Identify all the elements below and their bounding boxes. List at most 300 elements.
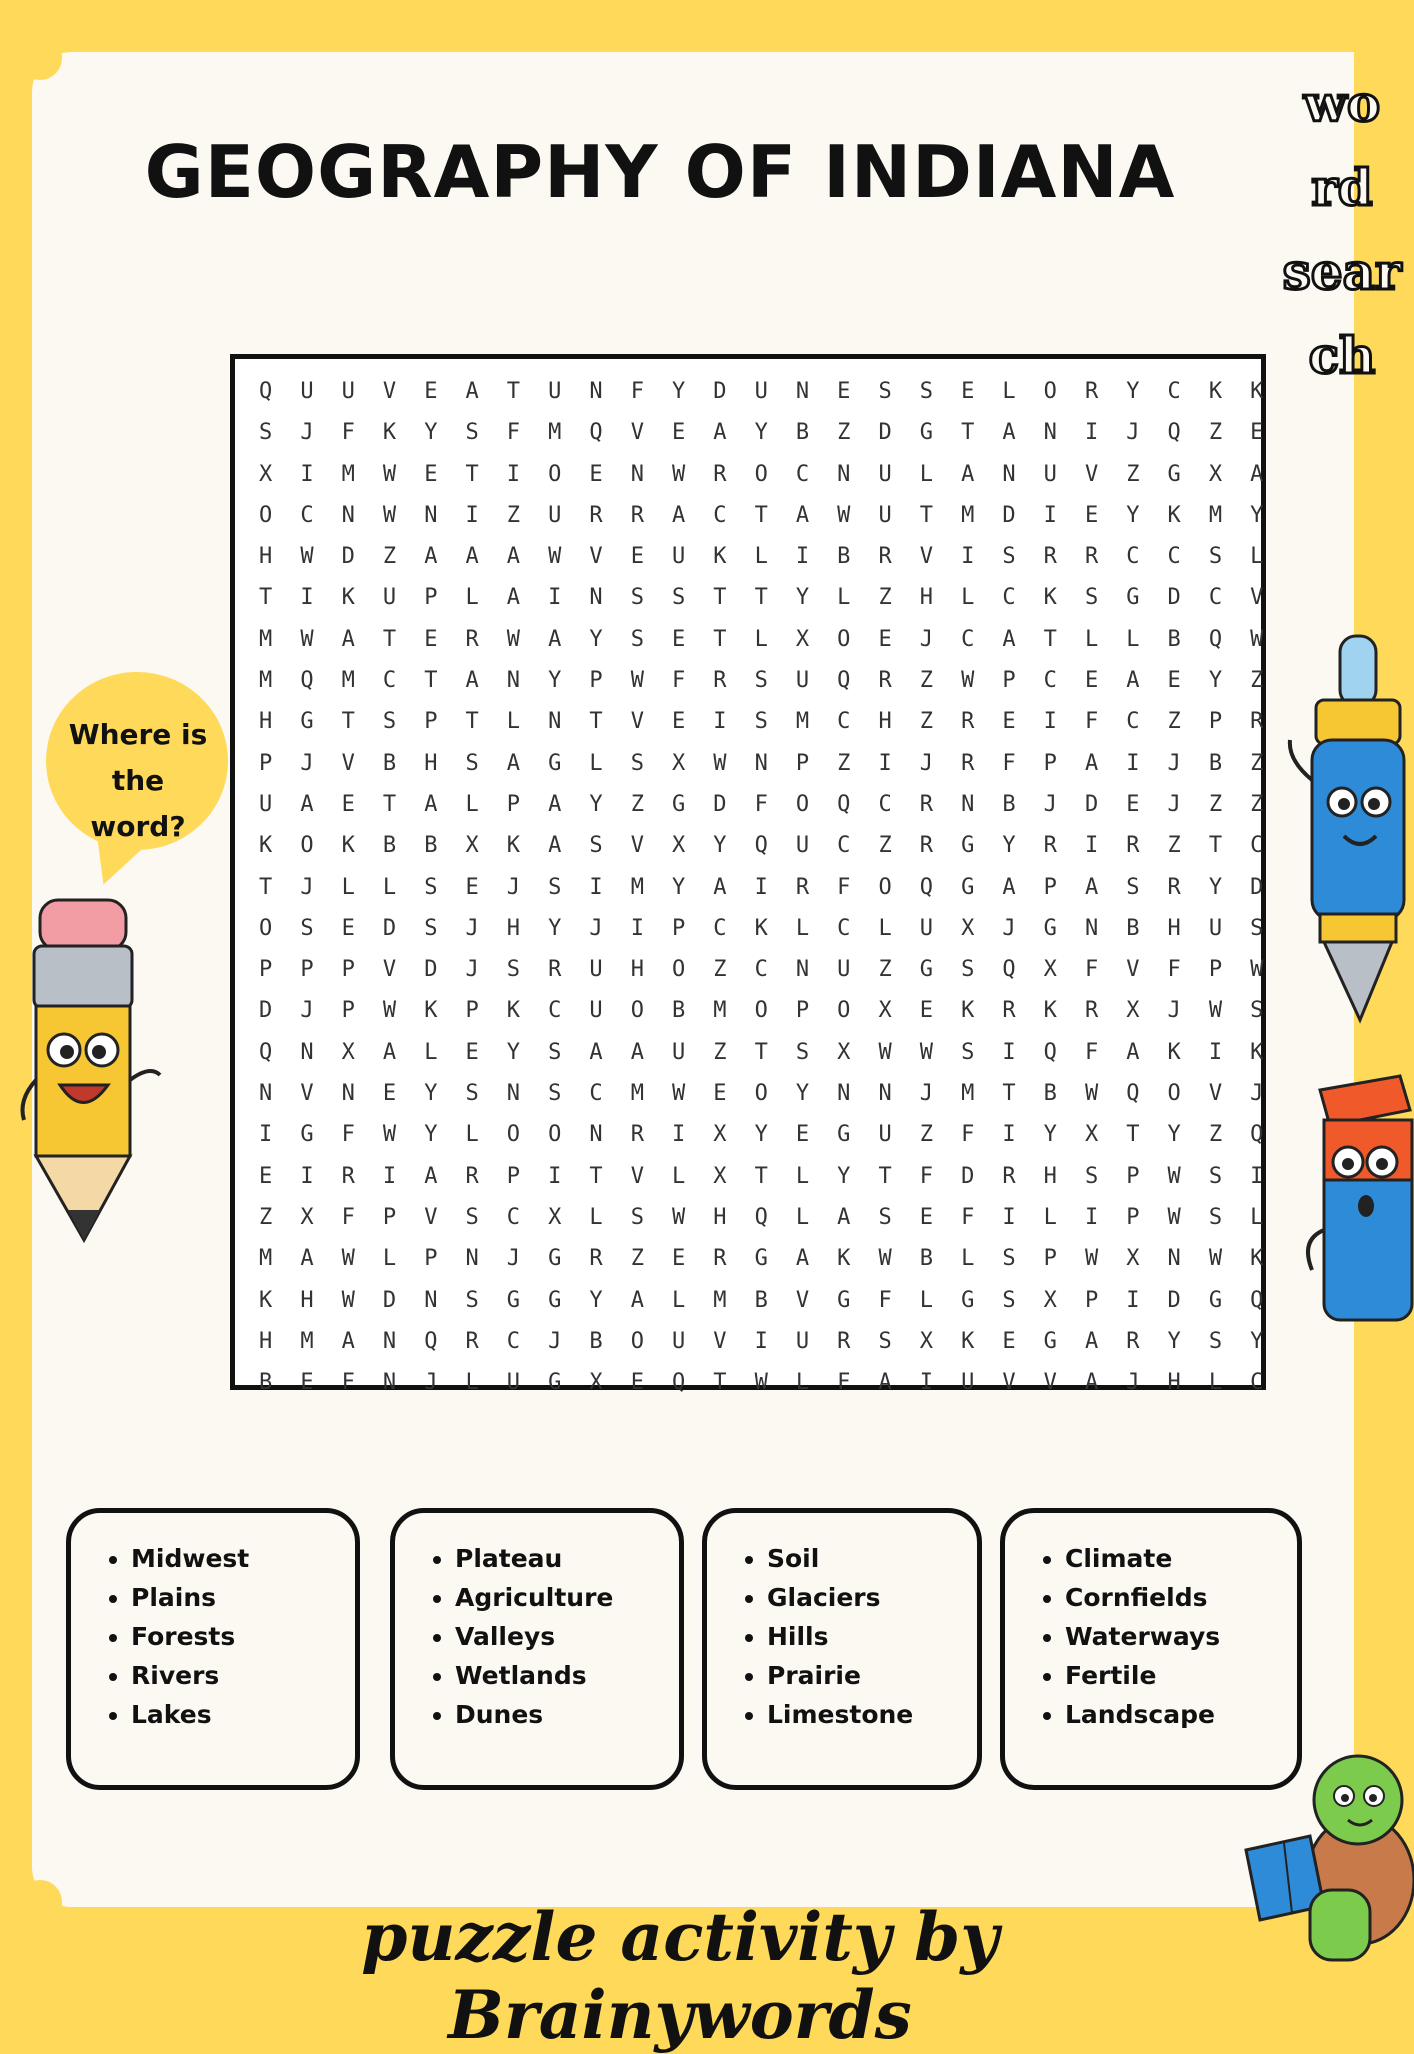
grid-cell[interactable]: K — [506, 998, 521, 1024]
grid-cell[interactable]: K — [382, 420, 397, 446]
grid-cell[interactable]: Y — [1126, 379, 1140, 404]
grid-cell[interactable]: J — [919, 750, 934, 776]
grid-cell[interactable]: J — [300, 750, 314, 776]
grid-cell[interactable]: U — [548, 502, 562, 528]
grid-cell[interactable]: V — [630, 709, 644, 735]
grid-cell[interactable]: A — [878, 1370, 892, 1396]
grid-cell[interactable]: U — [259, 791, 273, 817]
grid-cell[interactable]: N — [341, 1081, 355, 1107]
grid-cell[interactable]: F — [837, 1370, 851, 1396]
grid-cell[interactable]: Q — [259, 1039, 273, 1065]
grid-cell[interactable]: E — [341, 791, 355, 817]
grid-cell[interactable]: T — [382, 791, 397, 817]
grid-cell[interactable]: F — [671, 668, 686, 694]
grid-cell[interactable]: B — [837, 544, 851, 570]
grid-cell[interactable]: W — [754, 1370, 768, 1396]
grid-cell[interactable]: C — [1126, 709, 1140, 735]
grid-cell[interactable]: Z — [1208, 1122, 1223, 1148]
grid-cell[interactable]: K — [1250, 1246, 1264, 1272]
grid-cell[interactable]: E — [671, 626, 686, 652]
grid-cell[interactable]: U — [837, 957, 851, 983]
grid-cell[interactable]: A — [506, 585, 521, 611]
grid-cell[interactable]: R — [878, 668, 892, 694]
grid-cell[interactable]: R — [1043, 544, 1057, 570]
grid-cell[interactable]: Z — [1250, 750, 1264, 776]
grid-cell[interactable]: A — [1002, 626, 1016, 652]
grid-cell[interactable]: W — [837, 502, 851, 528]
grid-cell[interactable]: P — [259, 750, 273, 776]
grid-cell[interactable]: A — [548, 833, 562, 859]
grid-cell[interactable]: N — [382, 1328, 397, 1354]
grid-cell[interactable]: D — [961, 1163, 975, 1189]
grid-cell[interactable]: E — [424, 379, 438, 404]
grid-cell[interactable]: F — [961, 1204, 975, 1230]
grid-cell[interactable]: P — [1043, 874, 1057, 900]
grid-cell[interactable]: A — [300, 791, 314, 817]
grid-cell[interactable]: T — [713, 585, 727, 611]
grid-cell[interactable]: I — [1250, 1163, 1264, 1189]
grid-cell[interactable]: L — [424, 1039, 438, 1065]
grid-cell[interactable]: K — [1043, 585, 1057, 611]
grid-cell[interactable]: I — [1208, 1039, 1223, 1065]
grid-cell[interactable]: V — [341, 750, 355, 776]
grid-cell[interactable]: Z — [1167, 833, 1181, 859]
grid-cell[interactable]: W — [300, 626, 314, 652]
grid-cell[interactable]: Z — [1250, 791, 1264, 817]
grid-cell[interactable]: U — [878, 502, 892, 528]
grid-cell[interactable]: D — [341, 544, 355, 570]
grid-cell[interactable]: A — [671, 502, 686, 528]
grid-cell[interactable]: E — [1167, 668, 1181, 694]
grid-cell[interactable]: A — [548, 791, 562, 817]
grid-cell[interactable]: R — [548, 957, 562, 983]
grid-cell[interactable]: Q — [424, 1328, 438, 1354]
grid-cell[interactable]: N — [589, 585, 603, 611]
grid-cell[interactable]: S — [1250, 915, 1264, 941]
grid-cell[interactable]: R — [589, 1246, 603, 1272]
grid-cell[interactable]: T — [1126, 1122, 1140, 1148]
grid-cell[interactable]: U — [878, 461, 892, 487]
grid-cell[interactable]: S — [754, 668, 768, 694]
grid-cell[interactable]: I — [878, 750, 892, 776]
grid-cell[interactable]: A — [1084, 874, 1099, 900]
grid-cell[interactable]: P — [1084, 1287, 1099, 1313]
grid-cell[interactable]: P — [506, 1163, 521, 1189]
grid-cell[interactable]: T — [465, 461, 479, 487]
grid-cell[interactable]: O — [1167, 1081, 1181, 1107]
grid-cell[interactable]: R — [1002, 1163, 1016, 1189]
grid-cell[interactable]: J — [1167, 791, 1181, 817]
grid-cell[interactable]: I — [961, 544, 975, 570]
grid-cell[interactable]: S — [1208, 1204, 1223, 1230]
grid-cell[interactable]: Y — [424, 1081, 438, 1107]
grid-cell[interactable]: G — [1167, 461, 1181, 487]
grid-cell[interactable]: L — [754, 626, 768, 652]
grid-cell[interactable]: T — [713, 1370, 727, 1396]
grid-cell[interactable]: U — [341, 379, 355, 404]
grid-cell[interactable]: J — [424, 1370, 438, 1396]
grid-cell[interactable]: A — [630, 1287, 644, 1313]
grid-cell[interactable]: Y — [754, 420, 768, 446]
grid-cell[interactable]: W — [919, 1039, 934, 1065]
grid-cell[interactable]: R — [713, 1246, 727, 1272]
grid-cell[interactable]: Y — [1250, 1328, 1264, 1354]
grid-cell[interactable]: M — [713, 998, 727, 1024]
grid-cell[interactable]: A — [341, 1328, 355, 1354]
grid-cell[interactable]: A — [382, 1039, 397, 1065]
grid-cell[interactable]: S — [506, 957, 521, 983]
grid-cell[interactable]: H — [424, 750, 438, 776]
grid-cell[interactable]: X — [259, 461, 273, 487]
grid-cell[interactable]: S — [548, 1081, 562, 1107]
grid-cell[interactable]: Q — [1250, 1122, 1264, 1148]
grid-cell[interactable]: U — [754, 379, 768, 404]
grid-cell[interactable]: F — [1084, 709, 1099, 735]
grid-cell[interactable]: L — [465, 585, 479, 611]
grid-cell[interactable]: N — [465, 1246, 479, 1272]
grid-cell[interactable]: P — [259, 957, 273, 983]
grid-cell[interactable]: C — [1002, 585, 1016, 611]
grid-cell[interactable]: W — [341, 1246, 355, 1272]
grid-cell[interactable]: S — [424, 874, 438, 900]
grid-cell[interactable]: Z — [878, 957, 892, 983]
grid-cell[interactable]: Y — [548, 668, 562, 694]
grid-cell[interactable]: A — [713, 420, 727, 446]
grid-cell[interactable]: A — [630, 1039, 644, 1065]
grid-cell[interactable]: I — [506, 461, 521, 487]
grid-cell[interactable]: F — [878, 1287, 892, 1313]
grid-cell[interactable]: P — [1043, 750, 1057, 776]
grid-cell[interactable]: M — [300, 1328, 314, 1354]
grid-cell[interactable]: R — [589, 502, 603, 528]
grid-cell[interactable]: V — [630, 420, 644, 446]
grid-cell[interactable]: J — [1167, 750, 1181, 776]
grid-cell[interactable]: H — [259, 544, 273, 570]
grid-cell[interactable]: W — [878, 1039, 892, 1065]
grid-cell[interactable]: G — [837, 1122, 851, 1148]
grid-cell[interactable]: N — [424, 502, 438, 528]
grid-cell[interactable]: F — [961, 1122, 975, 1148]
grid-cell[interactable]: P — [424, 585, 438, 611]
grid-cell[interactable]: O — [837, 998, 851, 1024]
grid-cell[interactable]: Z — [382, 544, 397, 570]
grid-cell[interactable]: Z — [1167, 709, 1181, 735]
grid-cell[interactable]: T — [919, 502, 934, 528]
grid-cell[interactable]: X — [1084, 1122, 1099, 1148]
grid-cell[interactable]: Q — [1126, 1081, 1140, 1107]
grid-cell[interactable]: W — [671, 461, 686, 487]
grid-cell[interactable]: F — [754, 791, 768, 817]
grid-cell[interactable]: O — [878, 874, 892, 900]
grid-cell[interactable]: P — [424, 1246, 438, 1272]
grid-cell[interactable]: Q — [589, 420, 603, 446]
grid-cell[interactable]: R — [630, 502, 644, 528]
grid-cell[interactable]: W — [1084, 1246, 1099, 1272]
grid-cell[interactable]: K — [506, 833, 521, 859]
grid-cell[interactable]: R — [465, 1163, 479, 1189]
grid-cell[interactable]: Y — [589, 791, 603, 817]
grid-cell[interactable]: T — [754, 585, 768, 611]
grid-cell[interactable]: D — [1167, 1287, 1181, 1313]
grid-cell[interactable]: K — [1167, 502, 1181, 528]
grid-cell[interactable]: K — [1250, 1039, 1264, 1065]
grid-cell[interactable]: I — [300, 1163, 314, 1189]
grid-cell[interactable]: P — [589, 668, 603, 694]
grid-cell[interactable]: I — [548, 585, 562, 611]
grid-cell[interactable]: R — [837, 1328, 851, 1354]
grid-cell[interactable]: C — [506, 1328, 521, 1354]
grid-cell[interactable]: Z — [1208, 791, 1223, 817]
grid-cell[interactable]: E — [837, 379, 851, 404]
grid-cell[interactable]: O — [300, 833, 314, 859]
grid-cell[interactable]: R — [465, 1328, 479, 1354]
grid-cell[interactable]: S — [465, 750, 479, 776]
grid-cell[interactable]: J — [300, 420, 314, 446]
grid-cell[interactable]: N — [589, 1122, 603, 1148]
grid-cell[interactable]: S — [465, 1204, 479, 1230]
grid-cell[interactable]: P — [506, 791, 521, 817]
grid-cell[interactable]: N — [1167, 1246, 1181, 1272]
grid-cell[interactable]: Q — [837, 668, 851, 694]
grid-cell[interactable]: Z — [259, 1204, 273, 1230]
grid-cell[interactable]: D — [713, 791, 727, 817]
grid-cell[interactable]: E — [630, 544, 644, 570]
grid-cell[interactable]: W — [548, 544, 562, 570]
grid-cell[interactable]: B — [795, 420, 810, 446]
grid-cell[interactable]: M — [630, 874, 644, 900]
grid-cell[interactable]: X — [1126, 998, 1140, 1024]
grid-cell[interactable]: R — [1043, 833, 1057, 859]
grid-cell[interactable]: L — [878, 915, 892, 941]
grid-cell[interactable]: S — [878, 1328, 892, 1354]
grid-cell[interactable]: J — [1126, 420, 1140, 446]
grid-cell[interactable]: I — [1043, 502, 1057, 528]
grid-cell[interactable]: A — [300, 1246, 314, 1272]
grid-cell[interactable]: Q — [754, 1204, 768, 1230]
grid-cell[interactable]: L — [961, 585, 975, 611]
grid-cell[interactable]: H — [1167, 1370, 1181, 1396]
grid-cell[interactable]: D — [878, 420, 892, 446]
grid-cell[interactable]: S — [382, 709, 397, 735]
grid-cell[interactable]: E — [424, 461, 438, 487]
grid-cell[interactable]: O — [1043, 379, 1057, 404]
grid-cell[interactable]: L — [382, 1246, 397, 1272]
grid-cell[interactable]: J — [300, 998, 314, 1024]
grid-cell[interactable]: O — [630, 1328, 644, 1354]
grid-cell[interactable]: W — [630, 668, 644, 694]
grid-cell[interactable]: K — [1043, 998, 1057, 1024]
grid-cell[interactable]: C — [878, 791, 892, 817]
grid-cell[interactable]: Z — [919, 709, 934, 735]
grid-cell[interactable]: A — [1126, 1039, 1140, 1065]
grid-cell[interactable]: H — [1167, 915, 1181, 941]
grid-cell[interactable]: S — [1208, 544, 1223, 570]
grid-cell[interactable]: O — [671, 957, 686, 983]
grid-cell[interactable]: S — [1208, 1328, 1223, 1354]
grid-cell[interactable]: O — [795, 791, 810, 817]
grid-cell[interactable]: T — [259, 874, 273, 900]
grid-cell[interactable]: E — [1084, 668, 1099, 694]
grid-cell[interactable]: W — [1208, 998, 1223, 1024]
grid-cell[interactable]: C — [1043, 668, 1057, 694]
grid-cell[interactable]: T — [754, 1163, 768, 1189]
grid-cell[interactable]: F — [506, 420, 521, 446]
grid-cell[interactable]: X — [1043, 1287, 1057, 1313]
grid-cell[interactable]: N — [589, 379, 603, 404]
grid-cell[interactable]: A — [548, 626, 562, 652]
grid-cell[interactable]: S — [878, 1204, 892, 1230]
grid-cell[interactable]: N — [382, 1370, 397, 1396]
grid-cell[interactable]: S — [465, 1287, 479, 1313]
grid-cell[interactable]: U — [671, 544, 686, 570]
grid-cell[interactable]: Y — [713, 833, 727, 859]
grid-cell[interactable]: E — [713, 1081, 727, 1107]
grid-cell[interactable]: S — [961, 1039, 975, 1065]
grid-cell[interactable]: G — [754, 1246, 768, 1272]
grid-cell[interactable]: V — [795, 1287, 810, 1313]
grid-cell[interactable]: W — [382, 461, 397, 487]
grid-cell[interactable]: M — [259, 1246, 273, 1272]
grid-cell[interactable]: G — [961, 874, 975, 900]
grid-cell[interactable]: W — [382, 1122, 397, 1148]
grid-cell[interactable]: B — [1208, 750, 1223, 776]
grid-cell[interactable]: Q — [1043, 1039, 1057, 1065]
grid-cell[interactable]: B — [589, 1328, 603, 1354]
grid-cell[interactable]: A — [424, 791, 438, 817]
grid-cell[interactable]: M — [341, 668, 355, 694]
grid-cell[interactable]: E — [671, 1246, 686, 1272]
grid-cell[interactable]: K — [259, 1287, 273, 1313]
grid-cell[interactable]: L — [795, 1163, 810, 1189]
grid-cell[interactable]: Z — [506, 502, 521, 528]
grid-cell[interactable]: S — [465, 1081, 479, 1107]
grid-cell[interactable]: E — [465, 1039, 479, 1065]
grid-cell[interactable]: B — [1126, 915, 1140, 941]
grid-cell[interactable]: P — [1043, 1246, 1057, 1272]
grid-cell[interactable]: E — [300, 1370, 314, 1396]
grid-cell[interactable]: Y — [837, 1163, 851, 1189]
grid-cell[interactable]: Y — [795, 1081, 810, 1107]
grid-cell[interactable]: W — [878, 1246, 892, 1272]
grid-cell[interactable]: R — [795, 874, 810, 900]
grid-cell[interactable]: T — [341, 709, 355, 735]
grid-cell[interactable]: M — [341, 461, 355, 487]
grid-cell[interactable]: A — [1126, 668, 1140, 694]
grid-cell[interactable]: L — [671, 1163, 686, 1189]
grid-cell[interactable]: W — [1084, 1081, 1099, 1107]
grid-cell[interactable]: M — [713, 1287, 727, 1313]
grid-cell[interactable]: A — [713, 874, 727, 900]
grid-cell[interactable]: Q — [259, 379, 273, 404]
grid-cell[interactable]: L — [465, 1122, 479, 1148]
grid-cell[interactable]: I — [1126, 1287, 1140, 1313]
grid-cell[interactable]: U — [382, 585, 397, 611]
grid-cell[interactable]: B — [1002, 791, 1016, 817]
grid-cell[interactable]: Y — [1167, 1328, 1181, 1354]
grid-cell[interactable]: T — [465, 709, 479, 735]
grid-cell[interactable]: F — [837, 874, 851, 900]
grid-cell[interactable]: B — [1167, 626, 1181, 652]
grid-cell[interactable]: H — [1043, 1163, 1057, 1189]
grid-cell[interactable]: L — [1002, 379, 1016, 404]
grid-cell[interactable]: E — [961, 379, 975, 404]
grid-cell[interactable]: A — [1002, 874, 1016, 900]
grid-cell[interactable]: N — [506, 1081, 521, 1107]
grid-cell[interactable]: I — [1002, 1204, 1016, 1230]
grid-cell[interactable]: C — [1126, 544, 1140, 570]
grid-cell[interactable]: I — [754, 1328, 768, 1354]
grid-cell[interactable]: L — [671, 1287, 686, 1313]
grid-cell[interactable]: V — [382, 379, 397, 404]
grid-cell[interactable]: H — [300, 1287, 314, 1313]
grid-cell[interactable]: A — [465, 544, 479, 570]
grid-cell[interactable]: K — [1167, 1039, 1181, 1065]
grid-cell[interactable]: M — [961, 502, 975, 528]
grid-cell[interactable]: Y — [589, 626, 603, 652]
grid-cell[interactable]: E — [259, 1163, 273, 1189]
grid-cell[interactable]: F — [341, 1370, 355, 1396]
grid-cell[interactable]: K — [259, 833, 273, 859]
grid-cell[interactable]: X — [671, 833, 686, 859]
grid-cell[interactable]: L — [465, 1370, 479, 1396]
grid-cell[interactable]: M — [795, 709, 810, 735]
grid-cell[interactable]: A — [1084, 1370, 1099, 1396]
grid-cell[interactable]: I — [795, 544, 810, 570]
grid-cell[interactable]: E — [589, 461, 603, 487]
grid-cell[interactable]: I — [589, 874, 603, 900]
grid-cell[interactable]: G — [548, 1287, 562, 1313]
grid-cell[interactable]: Y — [1250, 502, 1264, 528]
grid-cell[interactable]: M — [630, 1081, 644, 1107]
grid-cell[interactable]: C — [1250, 833, 1264, 859]
grid-cell[interactable]: G — [837, 1287, 851, 1313]
grid-cell[interactable]: O — [837, 626, 851, 652]
grid-cell[interactable]: J — [548, 1328, 562, 1354]
grid-cell[interactable]: S — [630, 1204, 644, 1230]
grid-cell[interactable]: D — [1084, 791, 1099, 817]
grid-cell[interactable]: N — [1002, 461, 1016, 487]
grid-cell[interactable]: Q — [919, 874, 934, 900]
grid-cell[interactable]: G — [1043, 915, 1057, 941]
grid-cell[interactable]: V — [300, 1081, 314, 1107]
grid-cell[interactable]: F — [1167, 957, 1181, 983]
grid-cell[interactable]: G — [548, 1370, 562, 1396]
grid-cell[interactable]: L — [795, 1204, 810, 1230]
grid-cell[interactable]: V — [382, 957, 397, 983]
grid-cell[interactable]: J — [1167, 998, 1181, 1024]
grid-cell[interactable]: A — [837, 1204, 851, 1230]
grid-cell[interactable]: O — [754, 1081, 768, 1107]
grid-cell[interactable]: K — [1208, 379, 1223, 404]
grid-cell[interactable]: X — [713, 1122, 727, 1148]
grid-cell[interactable]: E — [424, 626, 438, 652]
grid-cell[interactable]: E — [878, 626, 892, 652]
grid-cell[interactable]: K — [837, 1246, 851, 1272]
grid-cell[interactable]: Y — [671, 379, 686, 404]
grid-cell[interactable]: Q — [1208, 626, 1223, 652]
grid-cell[interactable]: C — [300, 502, 314, 528]
grid-cell[interactable]: F — [1002, 750, 1016, 776]
grid-cell[interactable]: L — [589, 1204, 603, 1230]
grid-cell[interactable]: X — [341, 1039, 355, 1065]
grid-cell[interactable]: I — [1002, 1122, 1016, 1148]
grid-cell[interactable]: Y — [548, 915, 562, 941]
grid-cell[interactable]: M — [961, 1081, 975, 1107]
grid-cell[interactable]: J — [589, 915, 603, 941]
grid-cell[interactable]: U — [878, 1122, 892, 1148]
grid-cell[interactable]: G — [1208, 1287, 1223, 1313]
grid-cell[interactable]: L — [1250, 1204, 1264, 1230]
